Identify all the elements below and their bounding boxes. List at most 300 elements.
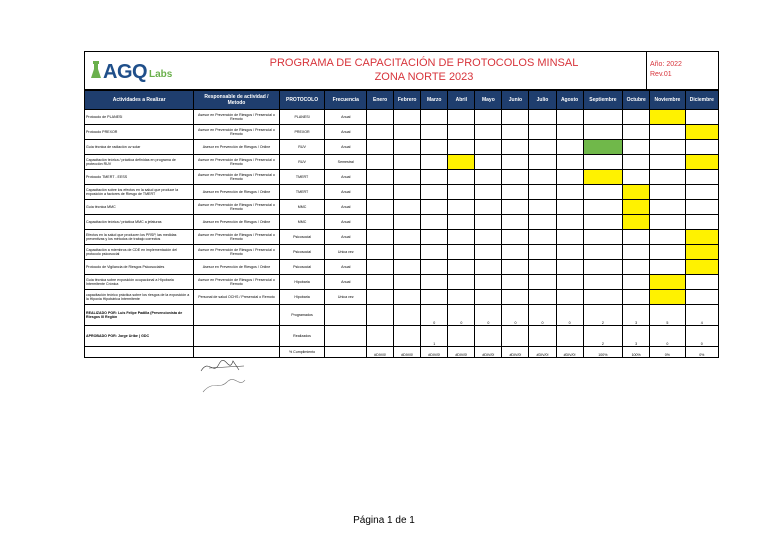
frequency-cell: Anual <box>325 185 367 200</box>
month-cell-octubre <box>623 275 650 290</box>
company-logo <box>89 56 199 86</box>
month-cell-marzo <box>421 185 448 200</box>
month-cell-enero <box>367 125 394 140</box>
month-cell-mayo <box>475 260 502 275</box>
month-cell-noviembre <box>650 155 685 170</box>
month-cell-mayo <box>475 275 502 290</box>
activity-cell: Protocolo de Vigilancia de Riesgos Psicosociales <box>85 260 194 275</box>
frequency-cell: Anual <box>325 140 367 155</box>
month-cell-mayo <box>475 200 502 215</box>
month-cell-junio <box>502 215 529 230</box>
month-cell-octubre <box>623 245 650 260</box>
activity-cell: Capacitación sobre los efectos en la salud que produce la exposición a factores de Riesgo de TMERT <box>85 185 194 200</box>
month-cell-noviembre <box>650 290 685 305</box>
month-cell-octubre <box>623 200 650 215</box>
month-cell-enero <box>367 275 394 290</box>
frequency-cell: Unica vez <box>325 290 367 305</box>
summary-value: 100% <box>583 347 623 358</box>
month-cell-noviembre <box>650 275 685 290</box>
month-cell-mayo <box>475 290 502 305</box>
month-cell-agosto <box>556 185 583 200</box>
header-row <box>85 91 719 110</box>
table-row <box>85 215 719 230</box>
month-cell-octubre <box>623 215 650 230</box>
summary-value: 3 <box>623 305 650 326</box>
month-cell-marzo <box>421 245 448 260</box>
frequency-cell: Anual <box>325 200 367 215</box>
month-cell-agosto <box>556 110 583 125</box>
month-cell-febrero <box>394 125 421 140</box>
month-cell-enero <box>367 200 394 215</box>
logo-text: AGQ <box>103 61 148 83</box>
month-cell-mayo <box>475 170 502 185</box>
column-header: Noviembre <box>650 91 685 110</box>
year-label: Año: 2022 <box>650 61 682 68</box>
month-cell-julio <box>529 275 556 290</box>
table-row <box>85 290 719 305</box>
summary-value <box>556 326 583 347</box>
month-cell-noviembre <box>650 185 685 200</box>
month-cell-diciembre <box>685 260 718 275</box>
month-cell-julio <box>529 170 556 185</box>
month-cell-diciembre <box>685 230 718 245</box>
activity-cell: Guía técnica sobre exposición ocupacional a Hipobaria Intermitente Crónica <box>85 275 194 290</box>
summary-value: #DIV/0! <box>529 347 556 358</box>
month-cell-julio <box>529 290 556 305</box>
month-cell-enero <box>367 170 394 185</box>
month-cell-julio <box>529 185 556 200</box>
month-cell-noviembre <box>650 200 685 215</box>
column-header: Junio <box>502 91 529 110</box>
month-cell-junio <box>502 125 529 140</box>
summary-blank <box>325 347 367 358</box>
responsible-cell: Asesor en Prevención de Riesgos / Online <box>194 260 279 275</box>
month-cell-diciembre <box>685 170 718 185</box>
column-header: Agosto <box>556 91 583 110</box>
month-cell-junio <box>502 230 529 245</box>
month-cell-febrero <box>394 185 421 200</box>
month-cell-octubre <box>623 170 650 185</box>
responsible-cell: Asesor en Prevención de Riesgos / Presencial o Remoto <box>194 275 279 290</box>
frequency-cell: Anual <box>325 125 367 140</box>
summary-value: 0 <box>529 305 556 326</box>
frequency-cell: Semestral <box>325 155 367 170</box>
table-row <box>85 155 719 170</box>
protocol-cell: PREXOR <box>279 125 325 140</box>
activity-cell: Capacitación a miembros de CDE en implementación del protocolo psicosocial <box>85 245 194 260</box>
month-cell-septiembre <box>583 230 623 245</box>
signature-cell <box>194 326 279 347</box>
frequency-cell: Anual <box>325 260 367 275</box>
summary-value <box>394 305 421 326</box>
responsible-cell: Asesor en Prevención de Riesgos / Presencial o Remoto <box>194 230 279 245</box>
month-cell-diciembre <box>685 200 718 215</box>
summary-value: #DIV/0! <box>394 347 421 358</box>
summary-value: 4 <box>685 305 718 326</box>
month-cell-septiembre <box>583 200 623 215</box>
month-cell-octubre <box>623 125 650 140</box>
summary-value <box>448 326 475 347</box>
month-cell-agosto <box>556 260 583 275</box>
activity-cell: capacitación teórico práctica sobre los riesgos de la exposición a la Hipoxia Hipobárica Intermitente <box>85 290 194 305</box>
summary-row <box>85 326 719 347</box>
month-cell-octubre <box>623 155 650 170</box>
document-title <box>205 56 643 84</box>
month-cell-enero <box>367 110 394 125</box>
summary-value <box>367 305 394 326</box>
month-cell-agosto <box>556 125 583 140</box>
protocol-cell: PLANESI <box>279 110 325 125</box>
month-cell-junio <box>502 275 529 290</box>
summary-value: #DIV/0! <box>421 347 448 358</box>
month-cell-junio <box>502 290 529 305</box>
summary-value: #DIV/0! <box>556 347 583 358</box>
month-cell-febrero <box>394 230 421 245</box>
month-cell-agosto <box>556 170 583 185</box>
month-cell-febrero <box>394 140 421 155</box>
summary-value: 5 <box>650 305 685 326</box>
month-cell-diciembre <box>685 275 718 290</box>
month-cell-abril <box>448 260 475 275</box>
activity-cell: Guía técnica de radiación uv solar <box>85 140 194 155</box>
flask-icon <box>91 60 101 80</box>
summary-name: % Cumplimiento <box>279 347 325 358</box>
month-cell-noviembre <box>650 125 685 140</box>
summary-value: 100% <box>623 347 650 358</box>
month-cell-octubre <box>623 140 650 155</box>
summary-label: REALIZADO POR: Luis Felipe Padilla (Prevencionista de Riesgos III Región <box>85 305 194 326</box>
month-cell-abril <box>448 215 475 230</box>
activity-cell: Efectos en la salud que producen los PRSP, las medidas preventivas y los métodos de trabajo correctos <box>85 230 194 245</box>
month-cell-diciembre <box>685 245 718 260</box>
activity-cell: Capacitación teórica / práctica MMC a jefaturas <box>85 215 194 230</box>
month-cell-abril <box>448 200 475 215</box>
column-header: Enero <box>367 91 394 110</box>
frequency-cell: Unica vez <box>325 245 367 260</box>
month-cell-mayo <box>475 230 502 245</box>
summary-value: 0 <box>421 305 448 326</box>
column-header: Diciembre <box>685 91 718 110</box>
month-cell-abril <box>448 185 475 200</box>
column-header: PROTOCOLO <box>279 91 325 110</box>
month-cell-febrero <box>394 215 421 230</box>
month-cell-julio <box>529 155 556 170</box>
signature-2 <box>199 376 249 396</box>
month-cell-marzo <box>421 290 448 305</box>
month-cell-enero <box>367 140 394 155</box>
title-line-1: PROGRAMA DE CAPACITACIÓN DE PROTOCOLOS MINSAL <box>269 57 579 69</box>
month-cell-abril <box>448 110 475 125</box>
responsible-cell: Asesor en Prevención de Riesgos / Presencial o Remoto <box>194 170 279 185</box>
protocol-cell: Psicosocial <box>279 260 325 275</box>
summary-name: Realizados <box>279 326 325 347</box>
responsible-cell: Asesor en Prevención de Riesgos / Presencial o Remoto <box>194 200 279 215</box>
month-cell-abril <box>448 125 475 140</box>
month-cell-septiembre <box>583 125 623 140</box>
summary-value: 0% <box>685 347 718 358</box>
column-header: Abril <box>448 91 475 110</box>
month-cell-abril <box>448 155 475 170</box>
month-cell-mayo <box>475 185 502 200</box>
month-cell-marzo <box>421 260 448 275</box>
summary-value <box>475 326 502 347</box>
month-cell-junio <box>502 200 529 215</box>
month-cell-septiembre <box>583 110 623 125</box>
summary-value: #DIV/0! <box>367 347 394 358</box>
column-header: Octubre <box>623 91 650 110</box>
month-cell-noviembre <box>650 140 685 155</box>
activity-cell: Guía técnica MMC <box>85 200 194 215</box>
summary-value: 0 <box>502 305 529 326</box>
protocol-cell: Psicosocial <box>279 245 325 260</box>
responsible-cell: Asesor en Prevención de Riesgos / Online <box>194 140 279 155</box>
month-cell-febrero <box>394 245 421 260</box>
month-cell-agosto <box>556 140 583 155</box>
month-cell-diciembre <box>685 290 718 305</box>
summary-row <box>85 305 719 326</box>
summary-value: 0 <box>475 305 502 326</box>
month-cell-mayo <box>475 110 502 125</box>
month-cell-marzo <box>421 140 448 155</box>
responsible-cell: Asesor en Prevención de Riesgos / Online <box>194 185 279 200</box>
activity-cell: Capacitación teórica / práctica definidas en programa de protección RUV <box>85 155 194 170</box>
month-cell-febrero <box>394 260 421 275</box>
frequency-cell: Anual <box>325 275 367 290</box>
summary-value <box>394 326 421 347</box>
month-cell-julio <box>529 260 556 275</box>
column-header: Febrero <box>394 91 421 110</box>
summary-blank <box>325 326 367 347</box>
summary-value: 0 <box>448 305 475 326</box>
month-cell-mayo <box>475 245 502 260</box>
protocol-cell: TMERT <box>279 185 325 200</box>
month-cell-enero <box>367 245 394 260</box>
title-line-2: ZONA NORTE 2023 <box>374 71 474 83</box>
column-header: Julio <box>529 91 556 110</box>
month-cell-junio <box>502 185 529 200</box>
summary-row <box>85 347 719 358</box>
month-cell-septiembre <box>583 275 623 290</box>
protocol-cell: RUV <box>279 140 325 155</box>
summary-value: 1 <box>421 326 448 347</box>
month-cell-marzo <box>421 275 448 290</box>
month-cell-abril <box>448 245 475 260</box>
table-row <box>85 245 719 260</box>
month-cell-marzo <box>421 155 448 170</box>
month-cell-julio <box>529 110 556 125</box>
month-cell-junio <box>502 245 529 260</box>
protocol-cell: Hipobaria <box>279 275 325 290</box>
sheet <box>84 51 719 358</box>
responsible-cell: Asesor en Prevención de Riesgos / Presencial o Remoto <box>194 110 279 125</box>
month-cell-abril <box>448 275 475 290</box>
table-row <box>85 275 719 290</box>
month-cell-mayo <box>475 155 502 170</box>
protocol-cell: MMC <box>279 200 325 215</box>
month-cell-noviembre <box>650 170 685 185</box>
month-cell-noviembre <box>650 230 685 245</box>
summary-value: 2 <box>583 326 623 347</box>
column-header: Frecuencia <box>325 91 367 110</box>
activity-cell: Protocolo PREXOR <box>85 125 194 140</box>
month-cell-septiembre <box>583 185 623 200</box>
month-cell-junio <box>502 170 529 185</box>
month-cell-marzo <box>421 215 448 230</box>
month-cell-junio <box>502 140 529 155</box>
responsible-cell: Asesor en Prevención de Riesgos / Online <box>194 215 279 230</box>
protocol-cell: MMC <box>279 215 325 230</box>
frequency-cell: Anual <box>325 230 367 245</box>
signature-cell <box>194 305 279 326</box>
column-header: Responsable de actividad / Metodo <box>194 91 279 110</box>
month-cell-noviembre <box>650 260 685 275</box>
month-cell-diciembre <box>685 155 718 170</box>
summary-value: 2 <box>583 305 623 326</box>
month-cell-septiembre <box>583 170 623 185</box>
month-cell-septiembre <box>583 155 623 170</box>
table-row <box>85 110 719 125</box>
month-cell-octubre <box>623 290 650 305</box>
month-cell-julio <box>529 140 556 155</box>
month-cell-mayo <box>475 125 502 140</box>
summary-name: Programados <box>279 305 325 326</box>
month-cell-enero <box>367 260 394 275</box>
summary-value: 0 <box>685 326 718 347</box>
month-cell-diciembre <box>685 215 718 230</box>
month-cell-julio <box>529 230 556 245</box>
month-cell-marzo <box>421 230 448 245</box>
month-cell-octubre <box>623 260 650 275</box>
activity-cell: Protocolo de PLANESI <box>85 110 194 125</box>
summary-label: APROBADO POR: Jorge Uribe ( GDC <box>85 326 194 347</box>
summary-value <box>367 326 394 347</box>
summary-value: 3 <box>623 326 650 347</box>
protocol-cell: Psicosocial <box>279 230 325 245</box>
sheet-header <box>84 51 719 90</box>
month-cell-enero <box>367 230 394 245</box>
summary-value: #DIV/0! <box>448 347 475 358</box>
month-cell-agosto <box>556 245 583 260</box>
month-cell-enero <box>367 185 394 200</box>
month-cell-noviembre <box>650 245 685 260</box>
month-cell-abril <box>448 140 475 155</box>
month-cell-enero <box>367 155 394 170</box>
month-cell-septiembre <box>583 290 623 305</box>
protocol-cell: TMERT <box>279 170 325 185</box>
month-cell-septiembre <box>583 260 623 275</box>
month-cell-marzo <box>421 200 448 215</box>
summary-blank <box>325 305 367 326</box>
month-cell-febrero <box>394 200 421 215</box>
responsible-cell: Asesor en Prevención de Riesgos / Presencial o Remoto <box>194 155 279 170</box>
training-table <box>84 90 719 358</box>
month-cell-enero <box>367 215 394 230</box>
column-header: Actividades a Realizar <box>85 91 194 110</box>
month-cell-diciembre <box>685 125 718 140</box>
table-row <box>85 230 719 245</box>
frequency-cell: Anual <box>325 215 367 230</box>
month-cell-marzo <box>421 170 448 185</box>
table-row <box>85 140 719 155</box>
month-cell-febrero <box>394 110 421 125</box>
month-cell-diciembre <box>685 110 718 125</box>
month-cell-julio <box>529 200 556 215</box>
month-cell-agosto <box>556 275 583 290</box>
column-header: Septiembre <box>583 91 623 110</box>
responsible-cell: Asesor en Prevención de Riesgos / Presencial o Remoto <box>194 125 279 140</box>
month-cell-febrero <box>394 275 421 290</box>
table-row <box>85 185 719 200</box>
month-cell-septiembre <box>583 245 623 260</box>
month-cell-julio <box>529 125 556 140</box>
month-cell-noviembre <box>650 215 685 230</box>
document-meta <box>646 52 718 89</box>
table-row <box>85 125 719 140</box>
activity-cell: Protocolo TMERT - EESS <box>85 170 194 185</box>
protocol-cell: RUV <box>279 155 325 170</box>
month-cell-abril <box>448 170 475 185</box>
revision-label: Rev.01 <box>650 71 672 78</box>
responsible-cell: Personal de salud OCHS / Presencial o Remoto <box>194 290 279 305</box>
table-body <box>85 110 719 358</box>
month-cell-julio <box>529 245 556 260</box>
month-cell-marzo <box>421 110 448 125</box>
month-cell-septiembre <box>583 140 623 155</box>
month-cell-mayo <box>475 140 502 155</box>
summary-value: 0% <box>650 347 685 358</box>
month-cell-octubre <box>623 110 650 125</box>
month-cell-agosto <box>556 215 583 230</box>
summary-value <box>502 326 529 347</box>
summary-label <box>85 347 194 358</box>
month-cell-octubre <box>623 185 650 200</box>
protocol-cell: Hipobaria <box>279 290 325 305</box>
month-cell-febrero <box>394 290 421 305</box>
table-row <box>85 260 719 275</box>
month-cell-julio <box>529 215 556 230</box>
month-cell-agosto <box>556 230 583 245</box>
month-cell-enero <box>367 290 394 305</box>
month-cell-septiembre <box>583 215 623 230</box>
frequency-cell: Anual <box>325 170 367 185</box>
responsible-cell: Asesor en Prevención de Riesgos / Presencial o Remoto <box>194 245 279 260</box>
table-row <box>85 170 719 185</box>
table-row <box>85 200 719 215</box>
month-cell-octubre <box>623 230 650 245</box>
month-cell-junio <box>502 110 529 125</box>
month-cell-febrero <box>394 170 421 185</box>
summary-value <box>529 326 556 347</box>
month-cell-abril <box>448 290 475 305</box>
month-cell-junio <box>502 260 529 275</box>
column-header: Marzo <box>421 91 448 110</box>
month-cell-diciembre <box>685 140 718 155</box>
month-cell-agosto <box>556 155 583 170</box>
logo-sub: Labs <box>149 69 173 80</box>
summary-value: #DIV/0! <box>475 347 502 358</box>
month-cell-marzo <box>421 125 448 140</box>
summary-value: 0 <box>650 326 685 347</box>
month-cell-agosto <box>556 200 583 215</box>
column-header: Mayo <box>475 91 502 110</box>
month-cell-noviembre <box>650 110 685 125</box>
month-cell-diciembre <box>685 185 718 200</box>
month-cell-febrero <box>394 155 421 170</box>
month-cell-junio <box>502 155 529 170</box>
page-footer: Página 1 de 1 <box>353 515 415 526</box>
signature-1 <box>199 356 249 378</box>
month-cell-mayo <box>475 215 502 230</box>
